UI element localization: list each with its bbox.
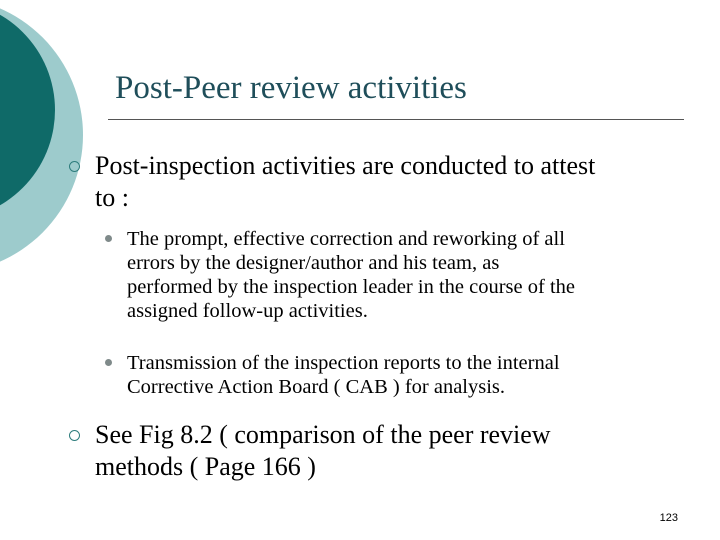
filled-circle-bullet-icon	[105, 235, 112, 242]
sub-bullet-text-line: errors by the designer/author and his team, as	[127, 252, 500, 274]
bullet-text-line: to :	[95, 183, 129, 212]
bullet-text-line: methods ( Page 166 )	[95, 452, 316, 481]
title-divider	[108, 119, 684, 120]
bullet-item	[95, 419, 675, 483]
sub-bullet-item	[127, 351, 687, 399]
bullet-item	[95, 150, 675, 214]
hollow-circle-bullet-icon	[69, 430, 80, 441]
slide-title: Post-Peer review activities	[115, 70, 467, 106]
sub-bullet-text-line: assigned follow-up activities.	[127, 300, 368, 322]
bullet-text-line: Post-inspection activities are conducted to attest	[95, 151, 596, 180]
sub-bullet-text-line: Corrective Action Board ( CAB ) for analysis.	[127, 376, 506, 398]
page-number: 123	[659, 512, 678, 524]
filled-circle-bullet-icon	[105, 359, 112, 366]
hollow-circle-bullet-icon	[69, 161, 80, 172]
sub-bullet-item	[127, 227, 687, 323]
bullet-text-line: See Fig 8.2 ( comparison of the peer review	[95, 420, 551, 449]
sub-bullet-text-line: Transmission of the inspection reports to the internal	[127, 352, 560, 374]
sub-bullet-text-line: The prompt, effective correction and reworking of all	[127, 228, 565, 250]
sub-bullet-text-line: performed by the inspection leader in the course of the	[127, 276, 575, 298]
